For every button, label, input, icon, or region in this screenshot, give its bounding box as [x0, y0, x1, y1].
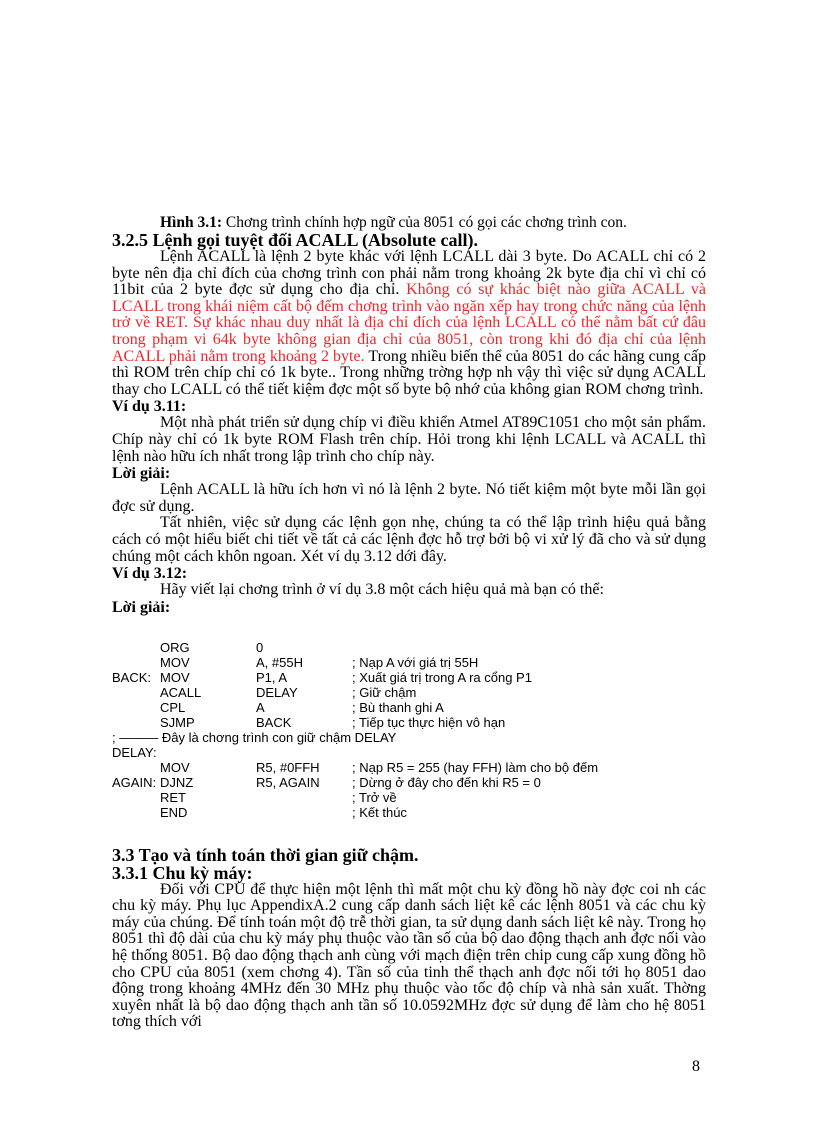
code-line: END ; Kết thúc [160, 804, 407, 820]
example-3-11-solution-label: Lời giải: [112, 465, 171, 483]
code-line: RET ; Trở về [160, 789, 397, 805]
example-3-11-solution-1: Lệnh ACALL là hữu ích hơn vì nó là lệnh 2 byte. Nó tiết kiệm một byte mỗi lần gọi đợc sử dụng. [112, 481, 706, 515]
code-line: AGAIN: DJNZ R5, AGAIN ; Dừng ở đây cho đến khi R5 = 0 [112, 774, 541, 790]
section-heading-3-3-1: 3.3.1 Chu kỳ máy: [112, 862, 253, 883]
acall-text-part1: Lệnh ACALL là lệnh 2 byte khác với lệnh LCALL dài 3 byte. Do ACALL chỉ có 2 byte nên địa chỉ đích của chơng trình con phải nằm trong khoảng 2k byte địa chỉ vì chỉ có 11bit của 2 byte đợc sử dụng cho địa chỉ. [112, 248, 706, 299]
code-delay-label: DELAY: [112, 744, 157, 760]
code-line: ORG 0 [160, 639, 264, 655]
example-3-12-solution-label: Lời giải: [112, 598, 171, 616]
code-line: SJMP BACK ; Tiếp tục thực hiện vô hạn [160, 714, 506, 730]
code-line: ACALL DELAY ; Giữ chậm [160, 684, 417, 700]
assembly-code-listing [112, 640, 706, 820]
machine-cycle-paragraph: Đối với CPU để thực hiện một lệnh thì mất một chu kỳ đồng hồ này đợc coi nh các chu kỳ máy. Phụ lục AppendixA.2 cung cấp danh sách liệt kê các lệnh 8051 và các chu kỳ máy của chúng. Để tính toán một độ trễ thời gian, ta sử dụng danh sách liệt kê này. Trong họ 8051 thì độ dài của chu kỳ máy phụ thuộc vào tần số của bộ dao động thạch anh đợc nối vào hệ thống 8051. Bộ dao động thạch anh cùng với mạch điện trên chip cung cấp xung đồng hồ cho CPU của 8051 (xem chơng 4). Tần số của tinh thể thạch anh đợc nối tới họ 8051 dao động trong khoảng 4MHz đến 30 MHz phụ thuộc vào tốc độ chíp và nhà sản xuất. Thờng xuyên nhất là bộ dao động thạch anh tần số 10.0592MHz đợc sử dụng để làm cho hệ 8051 tơng thích với [112, 880, 706, 1031]
section-heading-3-3: 3.3 Tạo và tính toán thời gian giữ chậm. [112, 844, 419, 865]
page-content [112, 214, 706, 1031]
example-3-11-text: Một nhà phát triển sử dụng chíp vi điều khiển Atmel AT89C1051 cho một sản phẩm. Chíp này chỉ có 1k byte ROM Flash trên chíp. Hỏi trong khi lệnh LCALL và ACALL thì lệnh nào hữu ích nhất trong lập trình cho chíp này. [112, 414, 706, 465]
code-comment-line: ; ——— Đây là chơng trình con giữ chậm DELAY [112, 729, 397, 745]
section-heading-3-2-5: 3.2.5 Lệnh gọi tuyệt đối ACALL (Absolute call). [112, 230, 479, 250]
figure-caption-text: Chơng trình chính hợp ngữ của 8051 có gọi các chơng trình con. [222, 214, 627, 231]
example-3-11-solution-2: Tất nhiên, việc sử dụng các lệnh gọn nhẹ, chúng ta có thể lập trình hiệu quả bằng cách có một hiểu biết chi tiết về tất cả các lệnh đợc hỗ trợ bởi bộ vi xử lý đã cho và sử dụng chúng một cách khôn ngoan. Xét ví dụ 3.12 dới đây. [112, 514, 706, 565]
example-3-12-text: Hãy viết lại chơng trình ở ví dụ 3.8 một cách hiệu quả mà bạn có thể: [160, 581, 604, 599]
acall-text-part2: Trong nhiều biến thể của 8051 do các hãng cung cấp thì ROM trên chíp chỉ có 1k byte.. Trong những trờng hợp nh vậy thì việc sử dụng ACALL thay cho LCALL có thể tiết kiệm đợc một số byte bộ nhớ của không gian ROM chơng trình. [112, 347, 707, 398]
example-3-11-label: Ví dụ 3.11: [112, 398, 187, 416]
acall-highlighted-text: Không có sự khác biệt nào giữa ACALL và LCALL trong khái niệm cất bộ đếm chơng trình vào ngăn xếp hay trong chức năng của lệnh trở về RET. Sự khác nhau duy nhất là địa chỉ đích của lệnh LCALL có thể nằm bất cứ đâu trong phạm vi 64k byte không gian địa chỉ của 8051, còn trong khi đó địa chỉ của lệnh ACALL phải nằm trong khoảng 2 byte. [112, 281, 706, 365]
example-3-12-label: Ví dụ 3.12: [112, 565, 188, 583]
figure-caption-label: Hình 3.1: [160, 214, 223, 231]
page-number: 8 [692, 1058, 700, 1075]
acall-paragraph [112, 249, 706, 398]
figure-caption [112, 214, 706, 231]
code-line: MOV A, #55H ; Nạp A với giá trị 55H [160, 654, 479, 670]
code-line: MOV R5, #0FFH ; Nạp R5 = 255 (hay FFH) làm cho bộ đếm [160, 759, 599, 775]
code-line: BACK: MOV P1, A ; Xuất giá trị trong A ra cổng P1 [112, 669, 532, 685]
code-line: CPL A ; Bù thanh ghi A [160, 699, 444, 715]
